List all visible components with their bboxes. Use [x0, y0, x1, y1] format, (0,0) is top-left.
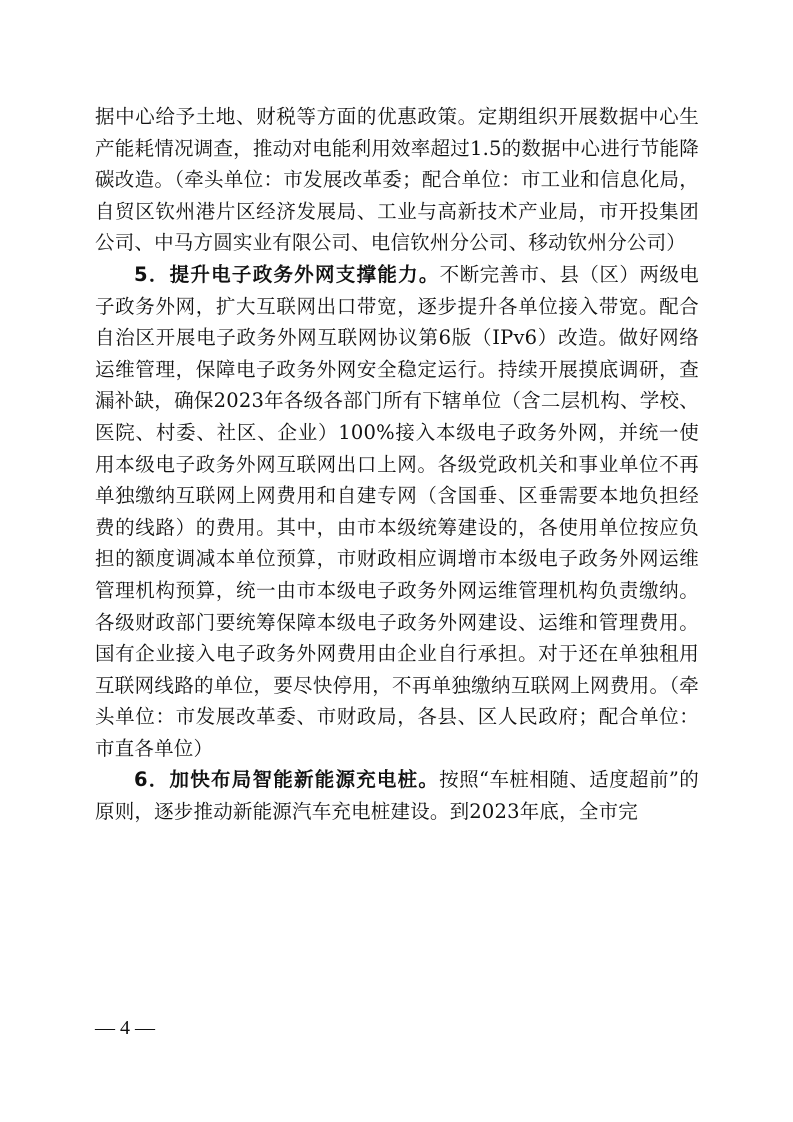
paragraph-continuation — [95, 101, 699, 259]
paragraph-item-6 — [95, 764, 699, 827]
paragraph-text: 据中心给予土地、财税等方面的优惠政策。定期组织开展数据中心生产能耗情况调查，推动对电能利用效率超过1.5的数据中心进行节能降碳改造。（牵头单位：市发展改革委；配合单位：市工业和信息化局，自贸区钦州港片区经济发展局、工业与高新技术产业局，市开投集团公司、中马方圆实业有限公司、电信钦州分公司、移动钦州分公司） — [95, 105, 699, 255]
document-body — [95, 101, 699, 828]
paragraph-item-5 — [95, 259, 699, 765]
page-number: — 4 — — [95, 1017, 155, 1039]
section-heading: 6．加快布局智能新能源充电桩。 — [134, 768, 440, 792]
paragraph-text: 不断完善市、县（区）两级电子政务外网，扩大互联网出口带宽，逐步提升各单位接入带宽。配合自治区开展电子政务外网互联网协议第6版（IPv6）改造。做好网络运维管理，保障电子政务外网安全稳定运行。持续开展摸底调研，查漏补缺，确保2023年各级各部门所有下辖单位（含二层机构、学校、医院、村委、社区、企业）100%接入本级电子政务外网，并统一使用本级电子政务外网互联网出口上网。各级党政机关和事业单位不再单独缴纳互联网上网费用和自建专网（含国垂、区垂需要本地负担经费的线路）的费用。其中，由市本级统筹建设的，各使用单位按应负担的额度调减本单位预算，市财政相应调增市本级电子政务外网运维管理机构预算，统一由市本级电子政务外网运维管理机构负责缴纳。各级财政部门要统筹保障本级电子政务外网建设、运维和管理费用。国有企业接入电子政务外网费用由企业自行承担。对于还在单独租用互联网线路的单位，要尽快停用，不再单独缴纳互联网上网费用。（牵头单位：市发展改革委、市财政局，各县、区人民政府；配合单位：市直各单位） — [95, 262, 699, 760]
paragraph-text: 按照“车桩相随、适度超前”的原则，逐步推动新能源汽车充电桩建设。到2023年底，全市完 — [95, 768, 699, 824]
section-heading: 5．提升电子政务外网支撑能力。 — [134, 262, 440, 286]
